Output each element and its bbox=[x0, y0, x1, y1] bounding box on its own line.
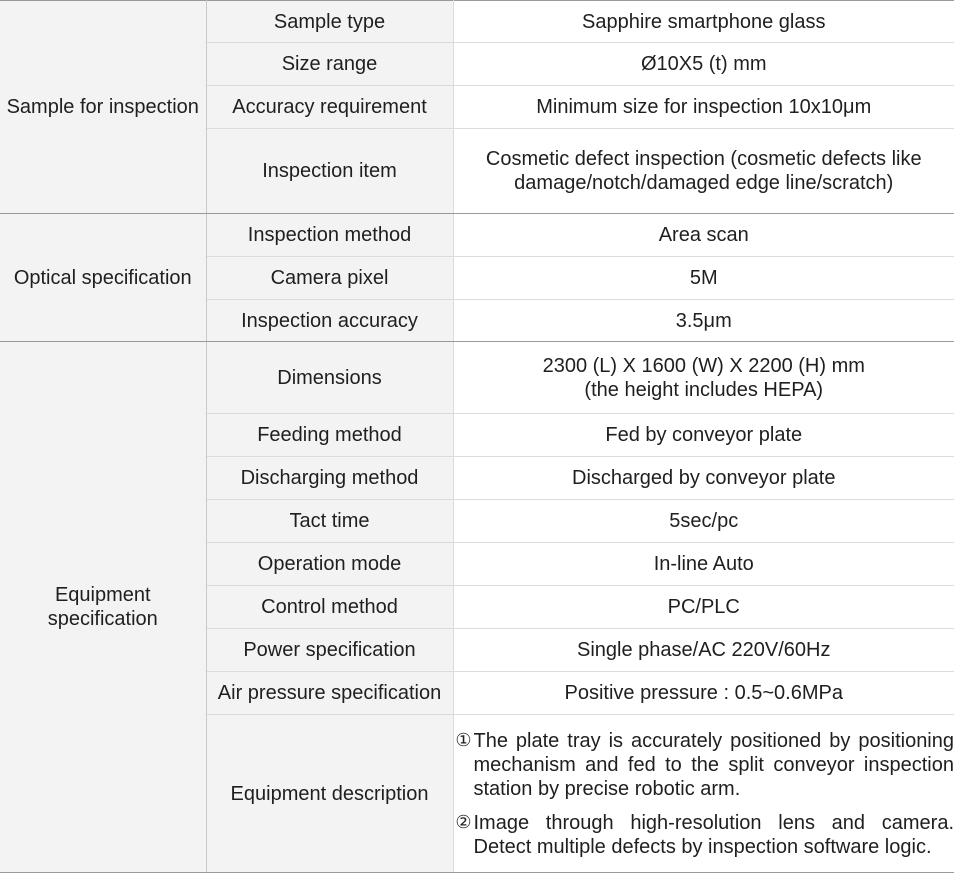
row-value-inspection-item: Cosmetic defect inspection (cosmetic defects like damage/notch/damaged edge line/scratch) bbox=[453, 129, 954, 214]
row-label-inspection-method: Inspection method bbox=[206, 214, 453, 257]
row-label-accuracy-requirement: Accuracy requirement bbox=[206, 86, 453, 129]
row-value-operation-mode: In-line Auto bbox=[453, 543, 954, 586]
row-label-equipment-description: Equipment description bbox=[206, 715, 453, 873]
description-point-text: Image through high-resolution lens and camera. Detect multiple defects by inspection software logic. bbox=[473, 811, 954, 858]
table-row bbox=[0, 214, 954, 257]
row-value-control-method: PC/PLC bbox=[453, 586, 954, 629]
row-label-size-range: Size range bbox=[206, 43, 453, 86]
circled-number-2-icon: ② bbox=[455, 811, 472, 833]
row-label-air-pressure-specification: Air pressure specification bbox=[206, 672, 453, 715]
description-point bbox=[454, 811, 954, 859]
row-value-air-pressure-specification: Positive pressure : 0.5~0.6MPa bbox=[453, 672, 954, 715]
row-label-sample-type: Sample type bbox=[206, 1, 453, 43]
category-equipment-specification: Equipment specification bbox=[0, 342, 206, 873]
row-label-inspection-item: Inspection item bbox=[206, 129, 453, 214]
row-value-feeding-method: Fed by conveyor plate bbox=[453, 414, 954, 457]
row-label-control-method: Control method bbox=[206, 586, 453, 629]
row-value-camera-pixel: 5M bbox=[453, 257, 954, 300]
row-value-size-range: Ø10X5 (t) mm bbox=[453, 43, 954, 86]
row-label-inspection-accuracy: Inspection accuracy bbox=[206, 300, 453, 342]
row-label-discharging-method: Discharging method bbox=[206, 457, 453, 500]
description-point bbox=[454, 729, 954, 801]
row-value-discharging-method: Discharged by conveyor plate bbox=[453, 457, 954, 500]
table-row bbox=[0, 342, 954, 414]
circled-number-1-icon: ① bbox=[455, 729, 472, 751]
category-sample-for-inspection: Sample for inspection bbox=[0, 1, 206, 214]
description-point-text: The plate tray is accurately positioned by positioning mechanism and fed to the split conveyor inspection station by precise robotic arm. bbox=[473, 729, 954, 800]
row-label-dimensions: Dimensions bbox=[206, 342, 453, 414]
row-value-power-specification: Single phase/AC 220V/60Hz bbox=[453, 629, 954, 672]
row-label-feeding-method: Feeding method bbox=[206, 414, 453, 457]
row-value-tact-time: 5sec/pc bbox=[453, 500, 954, 543]
row-value-equipment-description bbox=[453, 715, 954, 873]
table-row bbox=[0, 1, 954, 43]
row-label-camera-pixel: Camera pixel bbox=[206, 257, 453, 300]
row-label-power-specification: Power specification bbox=[206, 629, 453, 672]
row-value-inspection-method: Area scan bbox=[453, 214, 954, 257]
row-value-dimensions: 2300 (L) X 1600 (W) X 2200 (H) mm (the height includes HEPA) bbox=[453, 342, 954, 414]
row-label-tact-time: Tact time bbox=[206, 500, 453, 543]
row-value-inspection-accuracy: 3.5μm bbox=[453, 300, 954, 342]
row-value-sample-type: Sapphire smartphone glass bbox=[453, 1, 954, 43]
row-value-accuracy-requirement: Minimum size for inspection 10x10μm bbox=[453, 86, 954, 129]
row-label-operation-mode: Operation mode bbox=[206, 543, 453, 586]
category-optical-specification: Optical specification bbox=[0, 214, 206, 342]
